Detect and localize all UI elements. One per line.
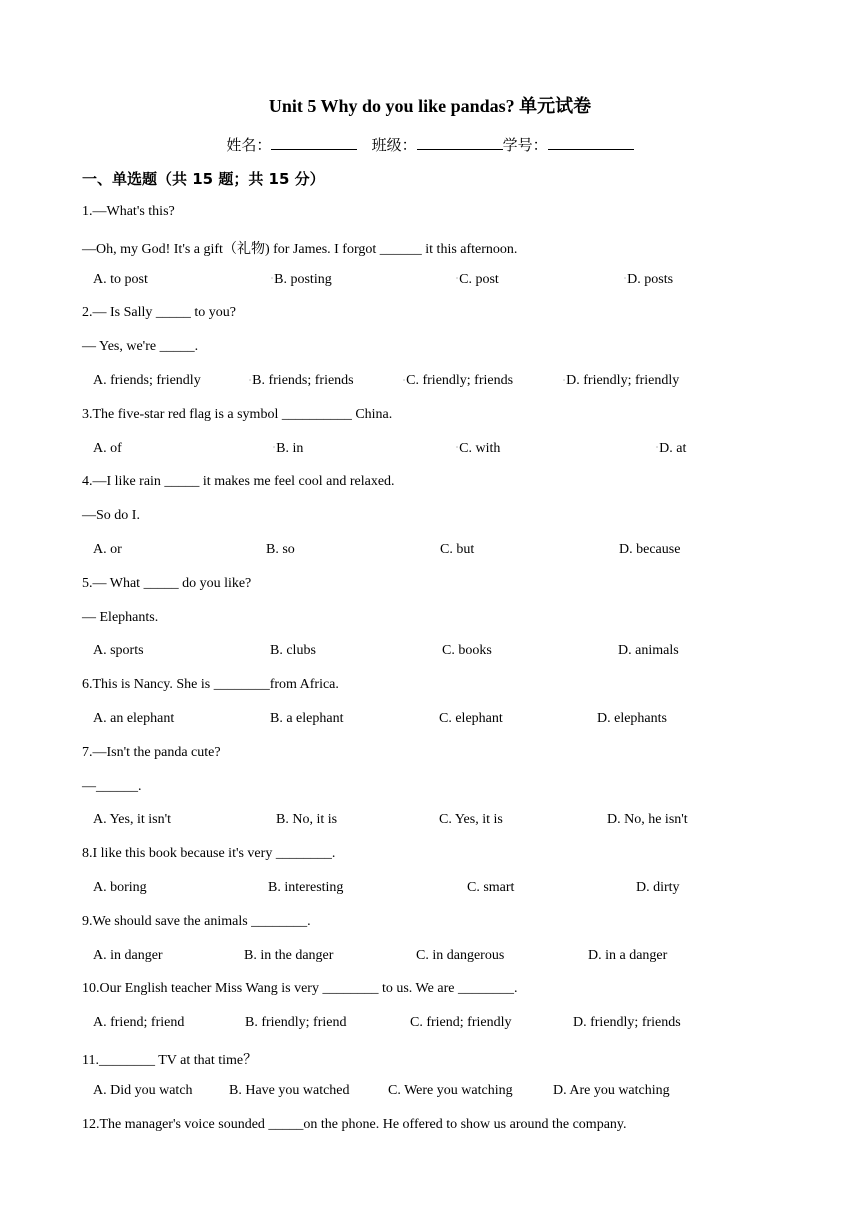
question-5-option-b[interactable]: [270, 643, 316, 659]
option-label: D. at: [659, 440, 687, 456]
question-6-option-b[interactable]: [270, 711, 343, 727]
question-12-line-1: 12.The manager's voice sounded _____on the phone. He offered to show us around the company.: [82, 1116, 627, 1132]
option-label: C. with: [459, 440, 501, 456]
question-6-option-c[interactable]: [439, 711, 503, 727]
option-label: C. Were you watching: [388, 1082, 513, 1098]
section-title: 一、单选题（共 15 题；共 15 分）: [82, 170, 325, 188]
question-5-line-1: 5.— What _____ do you like?: [82, 575, 252, 591]
option-label: B. Have you watched: [229, 1082, 350, 1098]
option-label: C. smart: [467, 880, 515, 895]
question-8-option-c[interactable]: [467, 880, 514, 896]
question-7-option-c[interactable]: [439, 812, 503, 828]
option-label: D. elephants: [597, 711, 667, 726]
name-label: 姓名：: [226, 136, 272, 154]
student-info: [0, 134, 860, 155]
question-3-line-1: 3.The five-star red flag is a symbol __________ China.: [82, 406, 393, 422]
option-marker-icon: ▫: [656, 445, 659, 452]
question-1-option-c[interactable]: [456, 272, 499, 288]
question-6-option-d[interactable]: [597, 711, 667, 727]
question-11-option-b[interactable]: [229, 1083, 350, 1099]
question-10-option-d[interactable]: [573, 1015, 681, 1031]
option-label: C. Yes, it is: [439, 812, 503, 828]
option-label: B. posting: [274, 271, 332, 287]
question-4-option-d[interactable]: [619, 542, 680, 558]
question-2-option-b[interactable]: [249, 373, 354, 389]
option-marker-icon: ▫: [271, 276, 274, 283]
option-label: D. because: [619, 542, 681, 557]
option-marker-icon: ▫: [273, 445, 276, 452]
option-label: D. dirty: [636, 880, 680, 895]
question-2-option-a[interactable]: [93, 373, 201, 389]
option-label: C. but: [440, 542, 475, 557]
option-label: A. friend; friend: [93, 1015, 185, 1031]
question-1-option-d[interactable]: [624, 272, 673, 288]
question-7-option-d[interactable]: [607, 812, 688, 828]
option-label: B. No, it is: [276, 812, 338, 828]
question-10-option-a[interactable]: [93, 1015, 184, 1031]
option-label: D. No, he isn't: [607, 812, 688, 828]
question-7-line-2: —______.: [82, 778, 142, 794]
option-label: B. clubs: [270, 643, 316, 659]
question-3-option-a[interactable]: [93, 441, 122, 457]
option-label: C. in dangerous: [416, 947, 505, 963]
option-label: A. sports: [93, 643, 144, 659]
question-4-line-2: —So do I.: [82, 508, 140, 524]
question-9-option-c[interactable]: [416, 948, 504, 964]
option-label: A. to post: [93, 271, 148, 287]
option-label: C. elephant: [439, 711, 503, 726]
option-label: D. friendly; friendly: [566, 373, 680, 388]
option-marker-icon: ▫: [403, 377, 406, 384]
option-label: A. boring: [93, 880, 147, 895]
option-label: A. an elephant: [93, 711, 175, 726]
question-2-option-c[interactable]: [403, 373, 513, 389]
option-label: A. of: [93, 440, 122, 456]
question-2-option-d[interactable]: [563, 373, 679, 389]
question-1-option-b[interactable]: [271, 272, 332, 288]
question-9-option-b[interactable]: [244, 948, 333, 964]
question-3-option-b[interactable]: [273, 441, 303, 457]
question-4-line-1: 4.—I like rain _____ it makes me feel cool and relaxed.: [82, 474, 395, 490]
option-label: A. friends; friendly: [93, 373, 201, 388]
option-label: D. posts: [627, 271, 674, 287]
question-7-option-b[interactable]: [276, 812, 337, 828]
question-2-line-2: — Yes, we're _____.: [82, 339, 199, 355]
question-1-option-a[interactable]: [93, 272, 148, 288]
question-11-option-d[interactable]: [553, 1083, 670, 1099]
number-blank[interactable]: [548, 135, 634, 150]
question-2-line-1: 2.— Is Sally _____ to you?: [82, 305, 236, 321]
question-3-option-d[interactable]: [656, 441, 686, 457]
option-label: B. friendly; friend: [245, 1015, 347, 1031]
option-label: B. in: [276, 440, 304, 456]
option-label: A. Yes, it isn't: [93, 812, 171, 828]
question-11-line-1: 11.________ TV at that time？: [82, 1053, 258, 1068]
question-9-option-d[interactable]: [588, 948, 667, 964]
question-7-option-a[interactable]: [93, 812, 171, 828]
class-blank[interactable]: [417, 135, 503, 150]
option-label: C. friendly; friends: [406, 373, 514, 388]
question-8-option-b[interactable]: [268, 880, 343, 896]
name-blank[interactable]: [271, 135, 357, 150]
question-3-option-c[interactable]: [456, 441, 500, 457]
question-5-option-c[interactable]: [442, 643, 492, 659]
option-label: C. books: [442, 643, 492, 659]
question-1-line-1: 1.—What's this?: [82, 204, 175, 219]
question-7-line-1: 7.—Isn't the panda cute?: [82, 744, 221, 760]
question-9-line-1: 9.We should save the animals ________.: [82, 913, 311, 929]
option-marker-icon: ▫: [249, 377, 252, 384]
option-label: A. Did you watch: [93, 1082, 193, 1098]
option-label: D. in a danger: [588, 947, 668, 963]
question-6-option-a[interactable]: [93, 711, 174, 727]
option-marker-icon: ▫: [456, 276, 459, 283]
question-8-option-a[interactable]: [93, 880, 147, 896]
question-10-option-b[interactable]: [245, 1015, 346, 1031]
option-label: B. friends; friends: [252, 373, 354, 388]
option-label: B. a elephant: [270, 711, 344, 726]
question-6-line-1: 6.This is Nancy. She is ________from Africa.: [82, 677, 339, 693]
option-label: A. or: [93, 542, 122, 557]
question-4-option-a[interactable]: [93, 542, 122, 558]
option-label: B. so: [266, 542, 295, 557]
option-marker-icon: ▫: [624, 276, 627, 283]
option-label: D. animals: [618, 643, 679, 659]
option-marker-icon: ▫: [456, 445, 459, 452]
question-11-option-c[interactable]: [388, 1083, 513, 1099]
question-4-option-c[interactable]: [440, 542, 474, 558]
option-marker-icon: ▫: [563, 377, 566, 384]
question-1-line-2: —Oh, my God! It's a gift（礼物) for James. I forgot ______ it this afternoon.: [82, 241, 518, 257]
question-11-option-a[interactable]: [93, 1083, 193, 1099]
question-5-option-d[interactable]: [618, 643, 679, 659]
option-label: D. Are you watching: [553, 1082, 670, 1098]
question-9-option-a[interactable]: [93, 948, 163, 964]
option-label: C. friend; friendly: [410, 1015, 512, 1031]
question-5-option-a[interactable]: [93, 643, 144, 659]
page-title: Unit 5 Why do you like pandas? 单元试卷: [268, 96, 592, 116]
number-label: 学号：: [502, 136, 548, 154]
question-8-option-d[interactable]: [636, 880, 680, 896]
option-label: A. in danger: [93, 947, 163, 963]
option-label: B. in the danger: [244, 947, 334, 963]
class-label: 班级：: [371, 136, 417, 154]
option-label: C. post: [459, 271, 499, 287]
question-4-option-b[interactable]: [266, 542, 295, 558]
question-10-line-1: 10.Our English teacher Miss Wang is very ________ to us. We are ________.: [82, 981, 518, 997]
option-label: B. interesting: [268, 880, 344, 895]
question-5-line-2: — Elephants.: [82, 609, 159, 625]
question-8-line-1: 8.I like this book because it's very ________.: [82, 846, 336, 862]
question-10-option-c[interactable]: [410, 1015, 511, 1031]
option-label: D. friendly; friends: [573, 1015, 681, 1031]
